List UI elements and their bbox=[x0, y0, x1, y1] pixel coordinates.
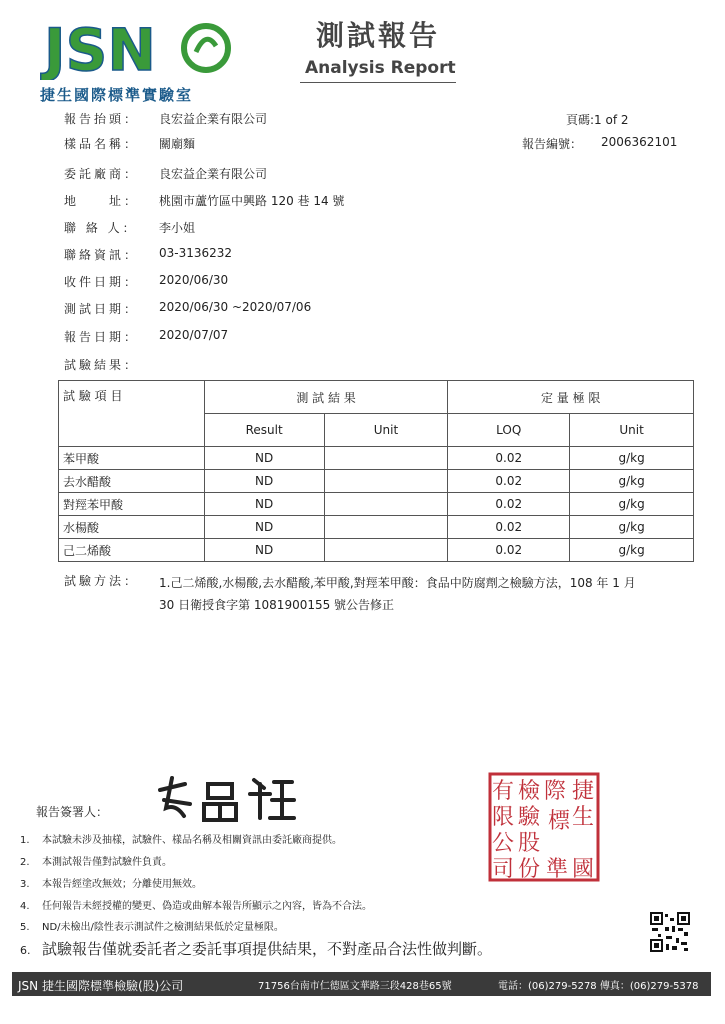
info-row-phone bbox=[64, 246, 232, 263]
svg-text:生: 生 bbox=[572, 805, 595, 830]
note-number: 5. bbox=[20, 922, 30, 933]
note-number: 3. bbox=[20, 879, 30, 890]
svg-text:司: 司 bbox=[492, 857, 515, 882]
cell-result: ND bbox=[204, 516, 324, 539]
method-line: 1.己二烯酸,水楊酸,去水醋酸,苯甲酸,對羥苯甲酸：食品中防腐劑之檢驗方法，108 年 1 月 bbox=[159, 576, 636, 590]
header-result-group: 測 試 結 果 bbox=[204, 381, 448, 414]
table-header-row bbox=[59, 381, 694, 414]
info-value: 李小姐 bbox=[159, 221, 196, 235]
info-row-contact bbox=[64, 219, 195, 236]
note-text: 試驗報告僅就委託者之委託事項提供結果，不對產品合法性做判斷。 bbox=[42, 940, 493, 958]
cell-item: 苯甲酸 bbox=[59, 447, 205, 470]
method-line: 30 日衛授食字第 1081900155 號公告修正 bbox=[159, 598, 395, 612]
note-text: 本試驗未涉及抽樣，試驗件、樣品名稱及相關資訊由委託廠商提供。 bbox=[42, 835, 342, 846]
info-label: 報告抬頭： bbox=[64, 112, 140, 126]
footer-contact: 電話：(06)279-5278 傳真：(06)279-5378 bbox=[498, 981, 699, 992]
info-value: 2020/06/30 ~2020/07/06 bbox=[159, 300, 312, 314]
note-text: ND/未檢出/陰性表示測試件之檢測結果低於定量極限。 bbox=[42, 922, 284, 933]
cell-loq: 0.02 bbox=[448, 470, 570, 493]
info-value: 03-3136232 bbox=[159, 246, 233, 260]
header-unit-limit: Unit bbox=[570, 414, 694, 447]
qr-code bbox=[650, 912, 690, 952]
info-label: 地 址： bbox=[64, 194, 140, 208]
cell-unit-limit: g/kg bbox=[570, 470, 694, 493]
cell-unit-limit: g/kg bbox=[570, 493, 694, 516]
report-number-label: 報告編號： bbox=[522, 137, 583, 151]
info-label: 聯絡資訊： bbox=[64, 248, 140, 262]
cell-unit bbox=[324, 493, 448, 516]
report-title: 測試報告 bbox=[316, 19, 441, 52]
cell-result: ND bbox=[204, 447, 324, 470]
note-text: 本報告經塗改無效；分離使用無效。 bbox=[42, 879, 202, 890]
header-result: Result bbox=[204, 414, 324, 447]
cell-unit bbox=[324, 516, 448, 539]
info-row-results bbox=[64, 356, 159, 373]
company-logo bbox=[40, 12, 240, 80]
info-value: 良宏益企業有限公司 bbox=[159, 167, 268, 181]
svg-text:公: 公 bbox=[492, 831, 515, 856]
table-row bbox=[59, 470, 694, 493]
info-label: 聯 絡 人： bbox=[64, 221, 138, 235]
cell-result: ND bbox=[204, 470, 324, 493]
lab-name: 捷生國際標準實驗室 bbox=[40, 86, 194, 104]
info-row-title bbox=[64, 110, 267, 127]
svg-text:有: 有 bbox=[492, 779, 515, 804]
cell-item: 去水醋酸 bbox=[59, 470, 205, 493]
table-row bbox=[59, 447, 694, 470]
info-value: 2020/06/30 bbox=[159, 273, 229, 287]
note-item bbox=[20, 897, 372, 912]
info-row-address bbox=[64, 192, 344, 209]
report-number: 2006362101 bbox=[601, 135, 678, 149]
info-row-client bbox=[64, 165, 267, 182]
cell-unit bbox=[324, 470, 448, 493]
note-item bbox=[20, 853, 172, 868]
info-label: 委託廠商： bbox=[64, 167, 140, 181]
svg-text:限: 限 bbox=[492, 805, 515, 830]
table-row bbox=[59, 493, 694, 516]
svg-text:際: 際 bbox=[544, 779, 567, 804]
report-title-en: Analysis Report bbox=[305, 58, 456, 78]
note-number: 4. bbox=[20, 901, 30, 912]
info-row-test-date bbox=[64, 300, 311, 317]
info-label: 試驗結果： bbox=[64, 358, 140, 372]
info-value: 2020/07/07 bbox=[159, 328, 229, 342]
note-number: 1. bbox=[20, 835, 30, 846]
cell-item: 己二烯酸 bbox=[59, 539, 205, 562]
header-unit: Unit bbox=[324, 414, 448, 447]
svg-text:準: 準 bbox=[546, 857, 569, 882]
cell-result: ND bbox=[204, 493, 324, 516]
cell-unit-limit: g/kg bbox=[570, 539, 694, 562]
logo-letters: JSN bbox=[44, 16, 156, 80]
signatory-label: 報告簽署人： bbox=[36, 805, 109, 819]
footer-address: 71756台南市仁德區文華路三段428巷65號 bbox=[258, 981, 452, 992]
svg-text:驗: 驗 bbox=[518, 805, 541, 830]
info-label: 報告日期： bbox=[64, 330, 140, 344]
method-text bbox=[159, 572, 689, 616]
header-limit-group: 定 量 極 限 bbox=[448, 381, 694, 414]
note-number: 6. bbox=[20, 944, 31, 957]
info-row-received bbox=[64, 273, 228, 290]
cell-unit bbox=[324, 447, 448, 470]
info-row-sample bbox=[64, 135, 195, 152]
title-underline bbox=[300, 82, 456, 83]
svg-text:捷: 捷 bbox=[572, 779, 595, 804]
svg-text:份: 份 bbox=[518, 857, 541, 882]
method-label: 試驗方法： bbox=[64, 574, 140, 588]
cell-unit bbox=[324, 539, 448, 562]
note-item bbox=[20, 938, 492, 959]
cell-item: 水楊酸 bbox=[59, 516, 205, 539]
info-label: 測試日期： bbox=[64, 302, 140, 316]
info-label: 樣品名稱： bbox=[64, 137, 140, 151]
company-seal-stamp bbox=[488, 772, 600, 882]
cell-loq: 0.02 bbox=[448, 516, 570, 539]
info-row-report-date bbox=[64, 328, 228, 345]
footer-company: JSN 捷生國際標準檢驗(股)公司 bbox=[18, 979, 184, 993]
page-number: 頁碼:1 of 2 bbox=[566, 113, 629, 127]
cell-loq: 0.02 bbox=[448, 539, 570, 562]
info-value: 良宏益企業有限公司 bbox=[159, 112, 268, 126]
cell-item: 對羥苯甲酸 bbox=[59, 493, 205, 516]
header-loq: LOQ bbox=[448, 414, 570, 447]
handwritten-signature bbox=[150, 770, 300, 830]
note-text: 任何報告未經授權的變更、偽造或曲解本報告所顯示之內容，皆為不合法。 bbox=[42, 901, 372, 912]
cell-loq: 0.02 bbox=[448, 447, 570, 470]
info-value: 桃園市蘆竹區中興路 120 巷 14 號 bbox=[159, 194, 345, 208]
table-row bbox=[59, 516, 694, 539]
note-text: 本測試報告僅對試驗件負責。 bbox=[42, 857, 172, 868]
cell-unit-limit: g/kg bbox=[570, 516, 694, 539]
svg-text:國: 國 bbox=[572, 857, 595, 882]
table-row bbox=[59, 539, 694, 562]
note-number: 2. bbox=[20, 857, 30, 868]
cell-result: ND bbox=[204, 539, 324, 562]
svg-text:標: 標 bbox=[548, 809, 571, 834]
header-test-item: 試 驗 項 目 bbox=[59, 381, 205, 447]
note-item bbox=[20, 875, 202, 890]
note-item bbox=[20, 918, 284, 933]
info-value: 關廟麵 bbox=[159, 137, 196, 151]
note-item bbox=[20, 831, 342, 846]
svg-text:股: 股 bbox=[518, 831, 541, 856]
cell-loq: 0.02 bbox=[448, 493, 570, 516]
svg-text:檢: 檢 bbox=[518, 779, 541, 804]
results-table bbox=[58, 380, 694, 562]
info-label: 收件日期： bbox=[64, 275, 140, 289]
cell-unit-limit: g/kg bbox=[570, 447, 694, 470]
footer-bar bbox=[12, 972, 711, 996]
